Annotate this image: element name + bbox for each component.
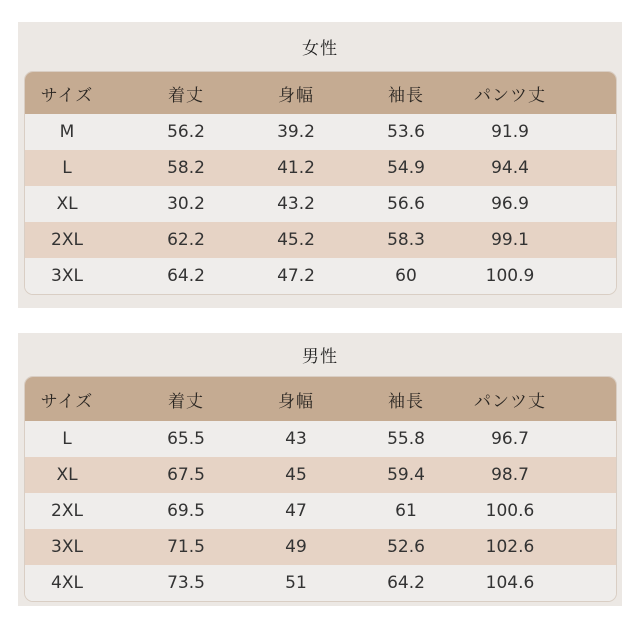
sleeve-cell: 54.9 (387, 158, 425, 178)
width-cell: 49 (285, 537, 307, 557)
sleeve-cell: 52.6 (387, 537, 425, 557)
table-row (25, 529, 616, 565)
size-cell: 3XL (51, 537, 83, 557)
size-cell: 3XL (51, 266, 83, 286)
size-cell: L (62, 158, 72, 178)
table-row (25, 457, 616, 493)
men-size-table (24, 376, 617, 602)
width-cell: 47.2 (277, 266, 315, 286)
pants-length-cell: 102.6 (485, 537, 535, 557)
header-width: 身幅 (278, 85, 314, 106)
length-cell: 71.5 (167, 537, 205, 557)
header-pants-length: パンツ丈 (474, 85, 546, 106)
header-width: 身幅 (278, 391, 314, 412)
width-cell: 43.2 (277, 194, 315, 214)
width-cell: 39.2 (277, 122, 315, 142)
size-cell: XL (56, 465, 78, 485)
header-length: 着丈 (168, 85, 204, 106)
header-size: サイズ (40, 391, 94, 412)
width-cell: 51 (285, 573, 307, 593)
width-cell: 41.2 (277, 158, 315, 178)
width-cell: 47 (285, 501, 307, 521)
pants-length-cell: 94.4 (491, 158, 529, 178)
length-cell: 56.2 (167, 122, 205, 142)
length-cell: 65.5 (167, 429, 205, 449)
table-row (25, 258, 616, 294)
header-length: 着丈 (168, 391, 204, 412)
length-cell: 30.2 (167, 194, 205, 214)
men-size-panel (18, 333, 622, 606)
length-cell: 62.2 (167, 230, 205, 250)
table-row (25, 565, 616, 601)
length-cell: 73.5 (167, 573, 205, 593)
sleeve-cell: 60 (395, 266, 417, 286)
sleeve-cell: 56.6 (387, 194, 425, 214)
table-row (25, 186, 616, 222)
pants-length-cell: 96.9 (491, 194, 529, 214)
table-row (25, 493, 616, 529)
pants-length-cell: 99.1 (491, 230, 529, 250)
sleeve-cell: 59.4 (387, 465, 425, 485)
width-cell: 45.2 (277, 230, 315, 250)
pants-length-cell: 100.6 (485, 501, 535, 521)
table-header-row (25, 72, 616, 114)
size-cell: 4XL (51, 573, 83, 593)
header-pants-length: パンツ丈 (474, 391, 546, 412)
women-size-panel (18, 22, 622, 308)
pants-length-cell: 96.7 (491, 429, 529, 449)
sleeve-cell: 61 (395, 501, 417, 521)
table-row (25, 150, 616, 186)
width-cell: 43 (285, 429, 307, 449)
sleeve-cell: 58.3 (387, 230, 425, 250)
table-row (25, 114, 616, 150)
table-row (25, 222, 616, 258)
length-cell: 69.5 (167, 501, 205, 521)
header-sleeve: 袖長 (388, 391, 424, 412)
pants-length-cell: 100.9 (485, 266, 535, 286)
size-cell: L (62, 429, 72, 449)
size-cell: XL (56, 194, 78, 214)
header-size: サイズ (40, 85, 94, 106)
sleeve-cell: 55.8 (387, 429, 425, 449)
length-cell: 64.2 (167, 266, 205, 286)
men-title: 男性 (302, 347, 338, 367)
women-title: 女性 (302, 39, 338, 59)
size-cell: M (59, 122, 75, 142)
sleeve-cell: 53.6 (387, 122, 425, 142)
pants-length-cell: 104.6 (485, 573, 535, 593)
table-header-row (25, 377, 616, 421)
length-cell: 58.2 (167, 158, 205, 178)
header-sleeve: 袖長 (388, 85, 424, 106)
length-cell: 67.5 (167, 465, 205, 485)
women-size-table (24, 71, 617, 295)
table-row (25, 421, 616, 457)
pants-length-cell: 98.7 (491, 465, 529, 485)
pants-length-cell: 91.9 (491, 122, 529, 142)
size-cell: 2XL (51, 230, 83, 250)
sleeve-cell: 64.2 (387, 573, 425, 593)
width-cell: 45 (285, 465, 307, 485)
size-cell: 2XL (51, 501, 83, 521)
